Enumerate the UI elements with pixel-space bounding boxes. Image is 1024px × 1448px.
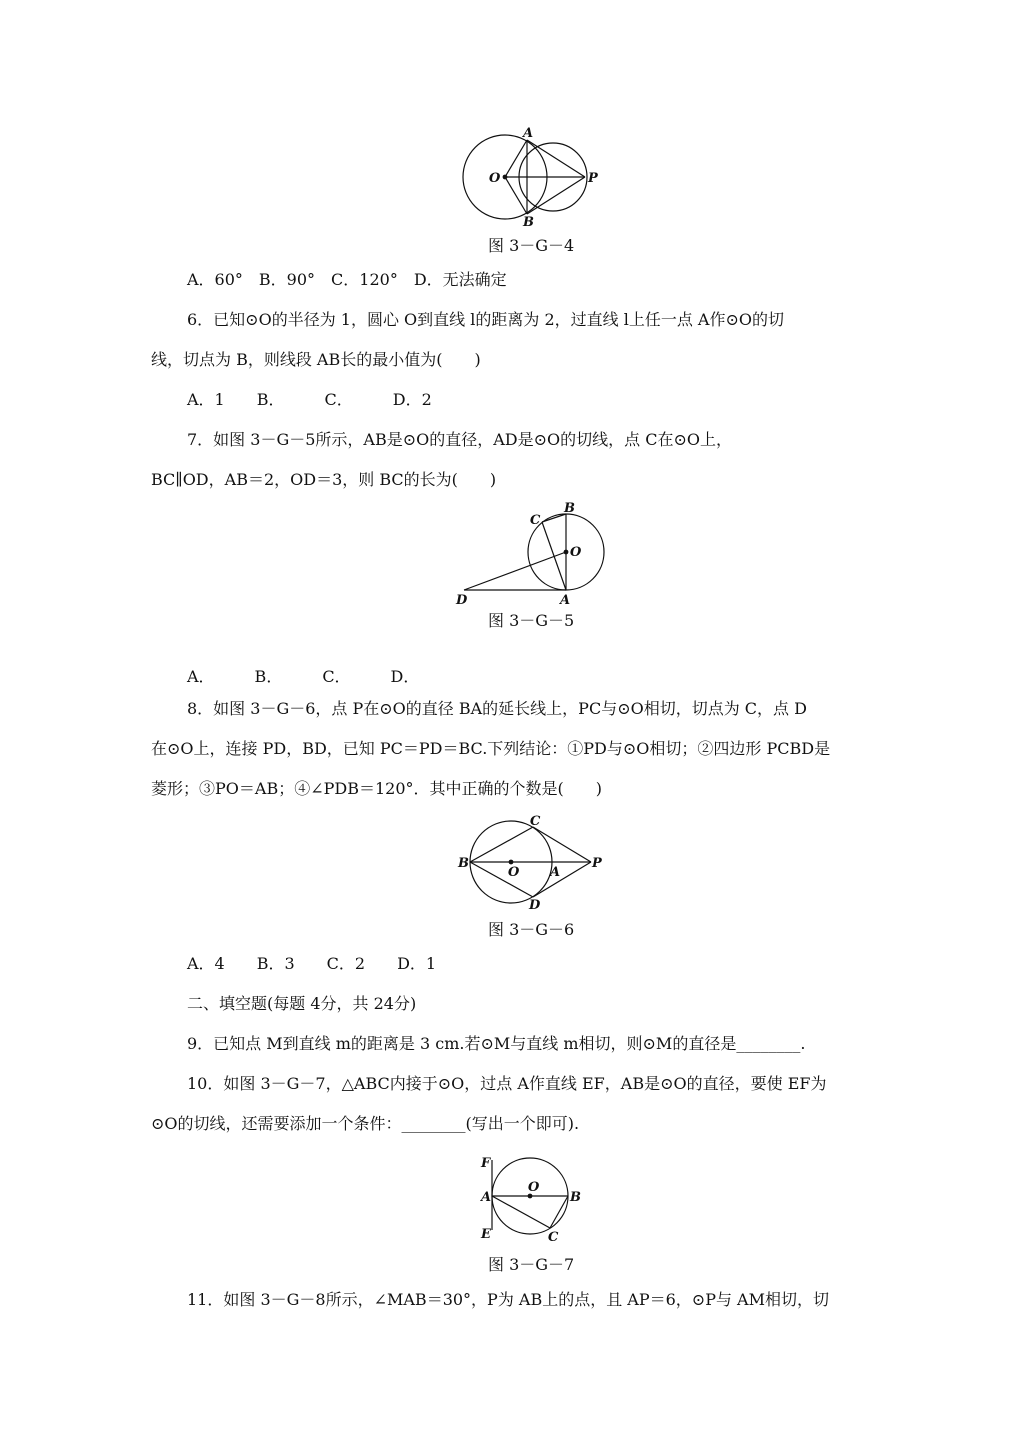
q7-line1: 7．如图 3－G－5所示，AB是⊙O的直径，AD是⊙O的切线，点 C在⊙O上，	[187, 430, 733, 449]
q11-line1: 11．如图 3－G－8所示，∠MAB＝30°，P为 AB上的点，且 AP＝6，⊙P与 AM相切，切	[187, 1290, 829, 1309]
fig4-caption: 图 3－G－4	[488, 236, 575, 255]
fig6-label-b: B	[458, 856, 469, 871]
fig6-caption: 图 3－G－6	[488, 920, 575, 939]
q8-line3: 菱形；③PO＝AB；④∠PDB＝120°．其中正确的个数是( )	[151, 779, 602, 798]
fig5-label-b: B	[564, 501, 575, 516]
figure-3-g-5	[450, 498, 615, 608]
q5-options: A．60° B．90° C．120° D．无法确定	[187, 270, 507, 289]
section2-title: 二、填空题(每题 4分，共 24分)	[187, 994, 417, 1013]
fig7-caption: 图 3－G－7	[488, 1255, 575, 1274]
fig6-label-o: O	[508, 865, 520, 880]
q8-line1: 8．如图 3－G－6，点 P在⊙O的直径 BA的延长线上，PC与⊙O相切，切点为 C，点 D	[187, 699, 807, 718]
fig6-label-a: A	[550, 865, 561, 880]
fig6-label-p: P	[592, 856, 602, 871]
figure-3-g-4	[455, 125, 605, 230]
fig7-label-e: E	[481, 1227, 491, 1242]
fig7-label-f: F	[481, 1156, 491, 1171]
fig4-label-b: B	[523, 215, 534, 230]
fig5-label-o: O	[570, 545, 582, 560]
q7-line2: BC∥OD，AB＝2，OD＝3，则 BC的长为( )	[151, 470, 497, 489]
q6-options: A．1 B． C． D．2	[187, 390, 432, 409]
fig7-label-b: B	[570, 1190, 581, 1205]
q8-options: A．4 B．3 C．2 D．1	[187, 954, 437, 973]
fig7-label-o: O	[528, 1180, 540, 1195]
q9-line1: 9．已知点 M到直线 m的距离是 3 cm.若⊙M与直线 m相切，则⊙M的直径是________.	[187, 1034, 806, 1053]
fig5-caption: 图 3－G－5	[488, 611, 575, 630]
figure-3-g-7	[478, 1150, 588, 1245]
fig5-label-d: D	[456, 593, 468, 608]
q7-options: A． B． C． D．	[187, 667, 420, 686]
q6-line2: 线，切点为 B，则线段 AB长的最小值为( )	[151, 350, 481, 369]
fig4-label-o: O	[489, 171, 501, 186]
q10-line2: ⊙O的切线，还需要添加一个条件：________(写出一个即可).	[151, 1114, 580, 1133]
q6-line1: 6．已知⊙O的半径为 1，圆心 O到直线 l的距离为 2，过直线 l上任一点 A作⊙O的切	[187, 310, 785, 329]
figure-3-g-6	[455, 812, 605, 912]
fig7-label-c: C	[548, 1230, 559, 1245]
fig6-label-c: C	[530, 814, 541, 829]
q8-line2: 在⊙O上，连接 PD，BD，已知 PC＝PD＝BC.下列结论：①PD与⊙O相切；②四边形 PCBD是	[151, 739, 831, 758]
fig7-label-a: A	[481, 1190, 492, 1205]
fig6-label-d: D	[529, 898, 541, 912]
fig5-label-a: A	[560, 593, 571, 608]
fig4-label-p: P	[588, 171, 598, 186]
fig5-label-c: C	[530, 513, 541, 528]
q10-line1: 10．如图 3－G－7，△ABC内接于⊙O，过点 A作直线 EF，AB是⊙O的直径，要使 EF为	[187, 1074, 827, 1093]
fig4-label-a: A	[523, 126, 534, 141]
